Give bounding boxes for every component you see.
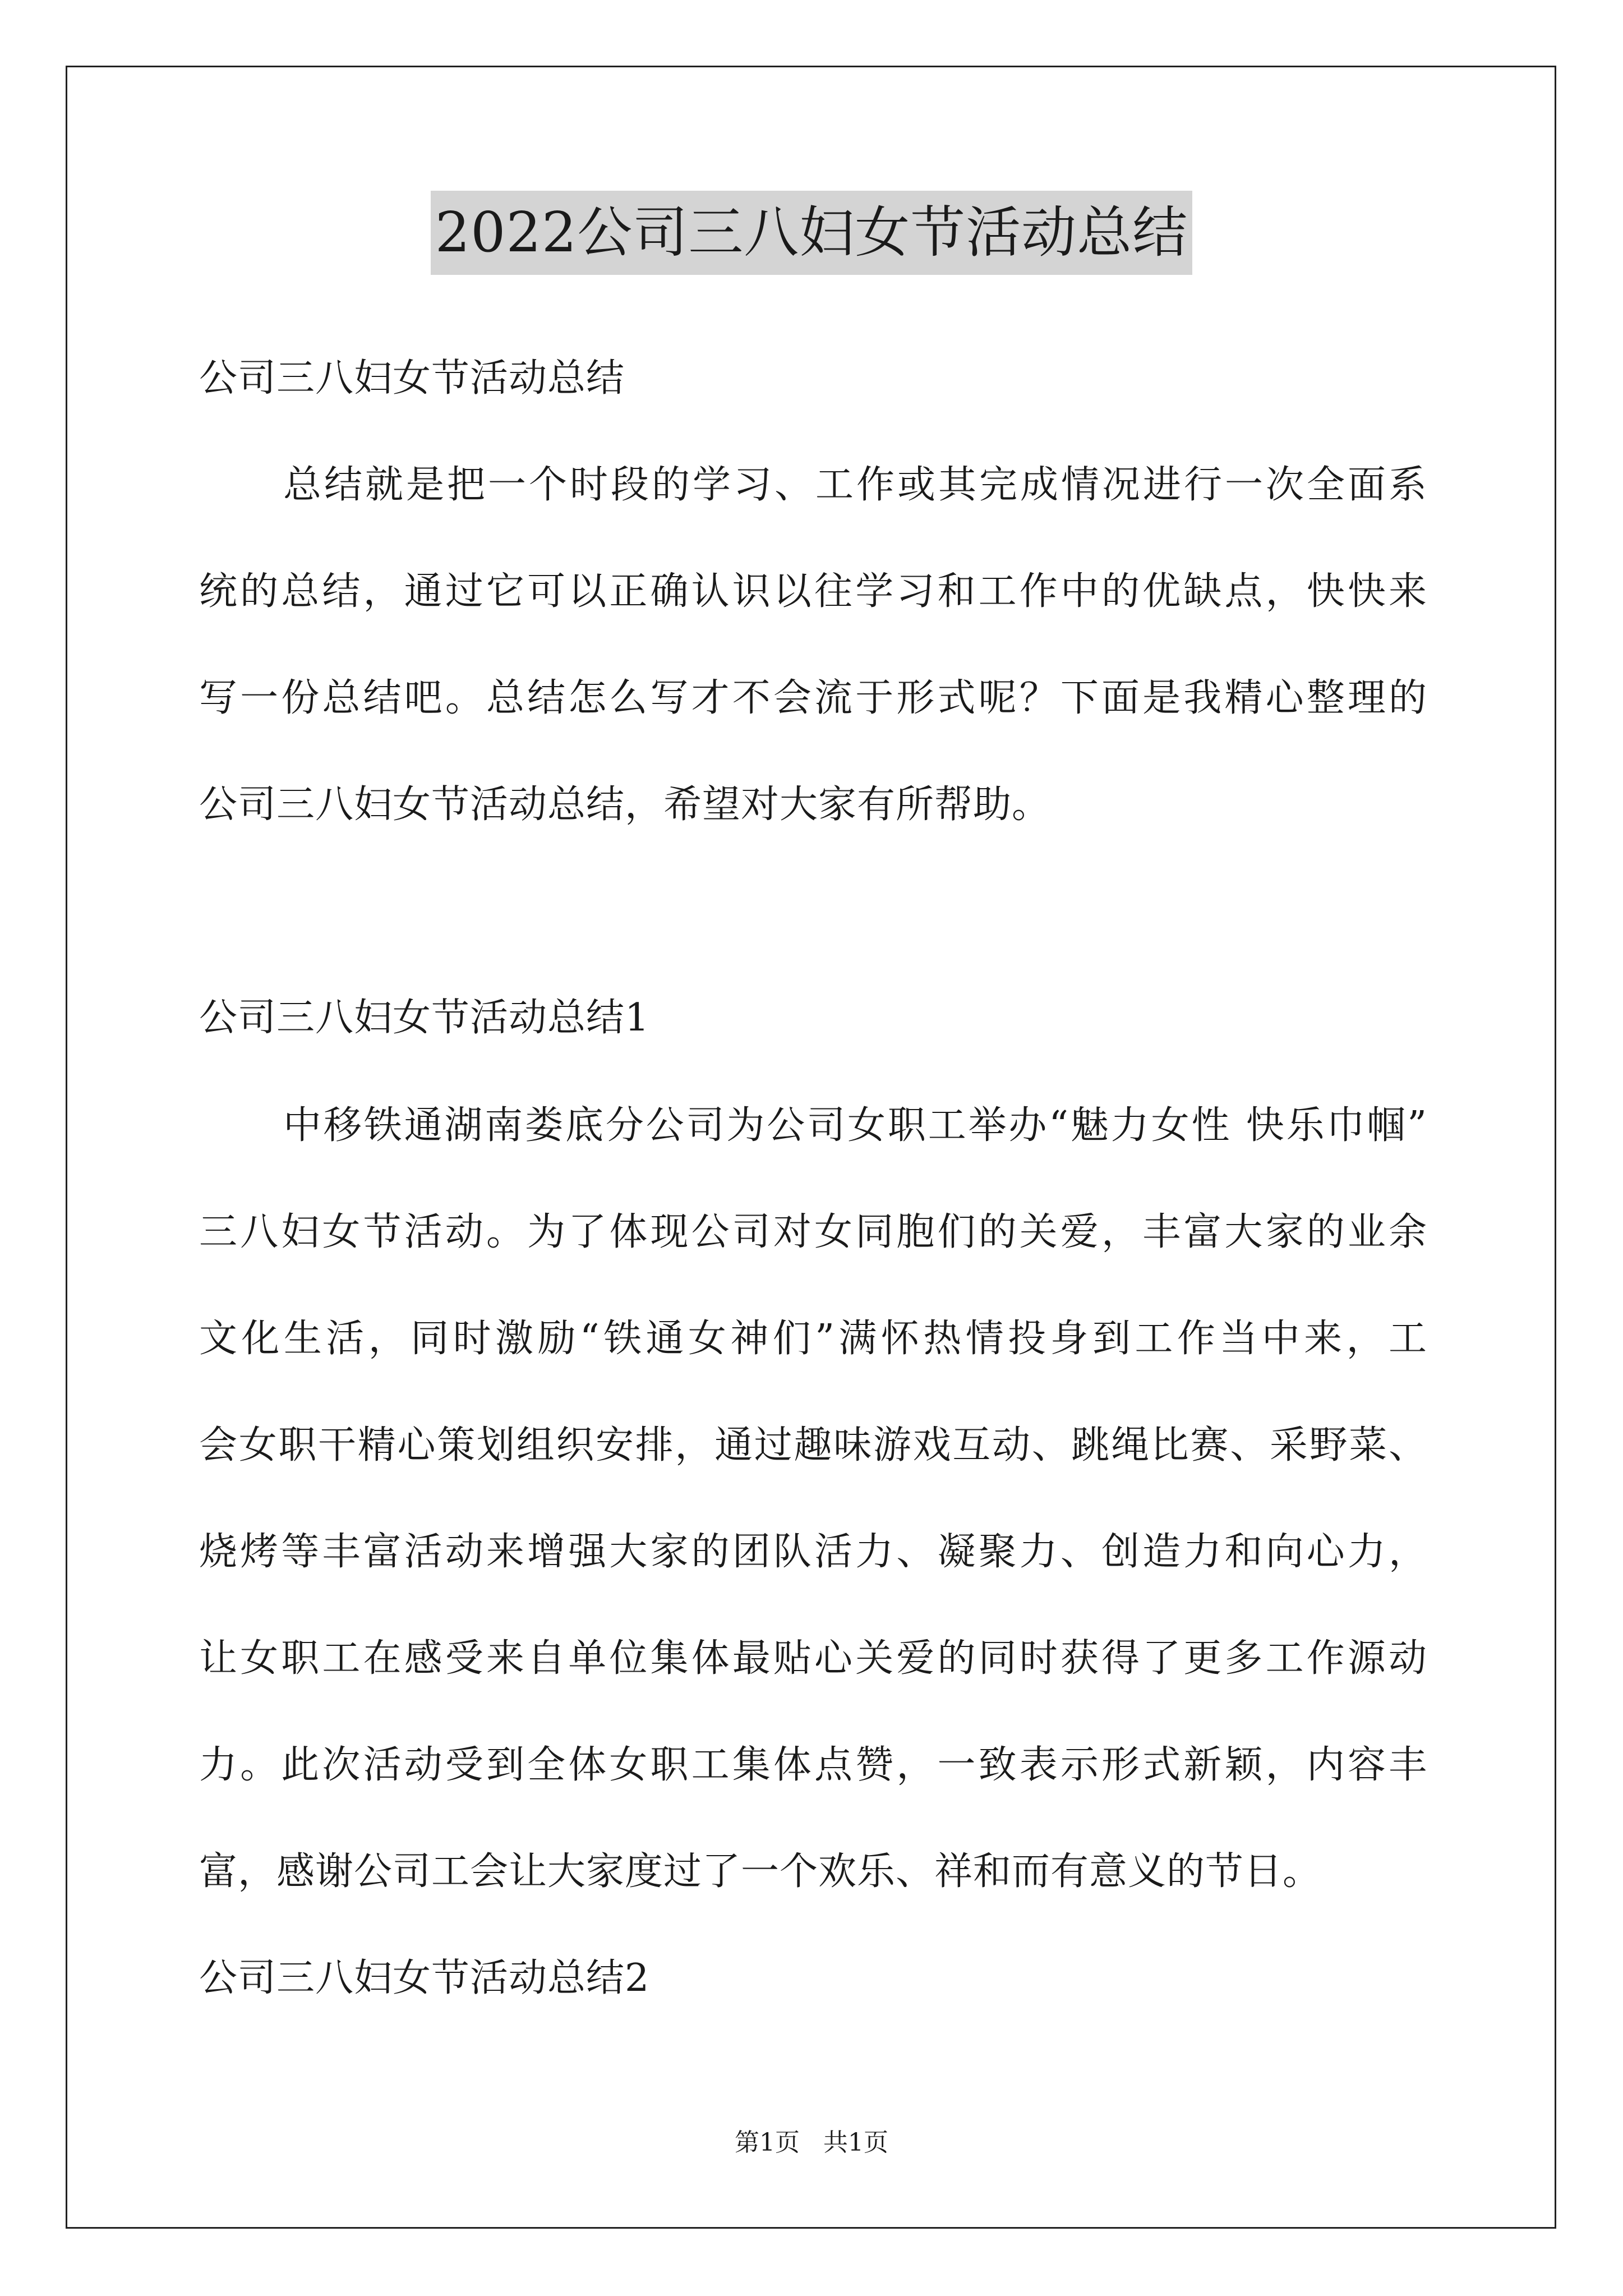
section-1-line-7: 力。此次活动受到全体女职工集体点赞，一致表示形式新颖，内容丰 [199, 1743, 1427, 1787]
section-1-line-5: 烧烤等丰富活动来增强大家的团队活力、凝聚力、创造力和向心力， [199, 1530, 1427, 1574]
intro-line-1: 总结就是把一个时段的学习、工作或其完成情况进行一次全面系 [283, 463, 1427, 507]
section-1-line-1: 中移铁通湖南娄底分公司为公司女职工举办“魅力女性 快乐巾帼” [283, 1103, 1427, 1148]
intro-line-2: 统的总结，通过它可以正确认识以往学习和工作中的优缺点，快快来 [199, 569, 1427, 614]
section-1-heading: 公司三八妇女节活动总结1 [199, 996, 650, 1040]
section-1-line-3: 文化生活，同时激励“铁通女神们”满怀热情投身到工作当中来，工 [199, 1317, 1427, 1361]
page-footer [0, 2126, 1623, 2160]
document-title: 2022公司三八妇女节活动总结 [431, 191, 1192, 275]
section-1-line-6: 让女职工在感受来自单位集体最贴心关爱的同时获得了更多工作源动 [199, 1636, 1427, 1681]
intro-line-3: 写一份总结吧。总结怎么写才不会流于形式呢？下面是我精心整理的 [199, 676, 1427, 720]
title-container [0, 191, 1623, 275]
section-1-line-4: 会女职干精心策划组织安排，通过趣味游戏互动、跳绳比赛、采野菜、 [199, 1423, 1427, 1467]
intro-line-4: 公司三八妇女节活动总结，希望对大家有所帮助。 [199, 783, 1051, 827]
section-1-line-2: 三八妇女节活动。为了体现公司对女同胞们的关爱，丰富大家的业余 [199, 1210, 1427, 1254]
section-1-line-8: 富，感谢公司工会让大家度过了一个欢乐、祥和而有意义的节日。 [199, 1849, 1322, 1894]
document-subtitle: 公司三八妇女节活动总结 [199, 356, 625, 401]
page-number: 第1页 [735, 2128, 800, 2157]
page-total: 共1页 [823, 2128, 888, 2157]
section-2-heading: 公司三八妇女节活动总结2 [199, 1956, 650, 2000]
